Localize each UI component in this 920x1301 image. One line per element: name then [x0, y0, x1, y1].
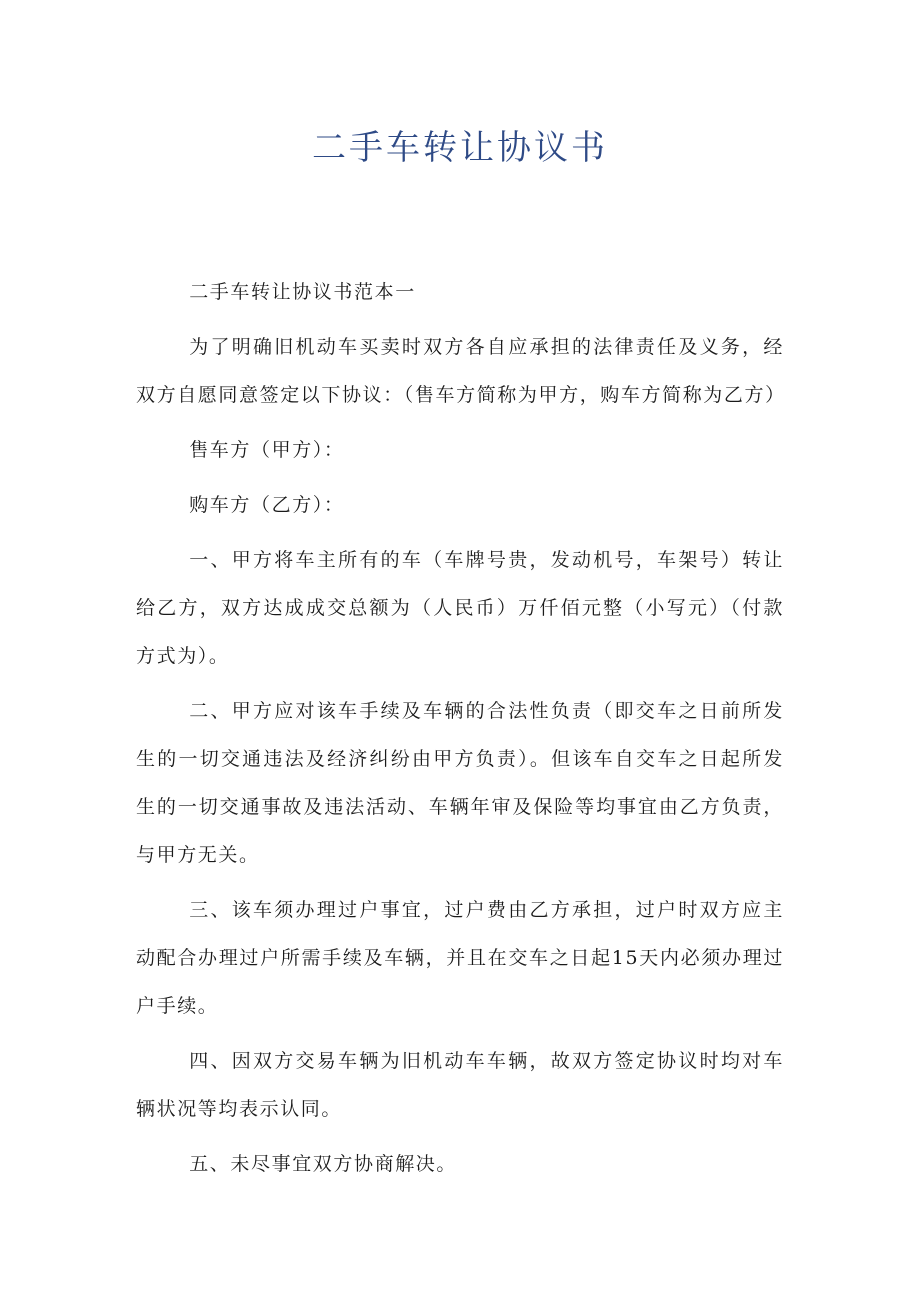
- paragraph-clause-1: 一、甲方将车主所有的车（车牌号贵，发动机号，车架号）转让给乙方，双方达成成交总额为（人民币）万仟佰元整（小写元）（付款方式为）。: [136, 549, 784, 667]
- paragraph-clause-5: 五、未尽事宜双方协商解决。: [189, 1153, 457, 1175]
- document-body: [136, 268, 784, 1195]
- paragraph-heading: 二手车转让协议书范本一: [189, 281, 416, 303]
- paragraph-clause-3: 三、该车须办理过户事宜，过户费由乙方承担，过户时双方应主动配合办理过户所需手续及车辆，并且在交车之日起15天内必须办理过户手续。: [136, 899, 784, 1017]
- paragraph-preamble: 为了明确旧机动车买卖时双方各自应承担的法律责任及义务，经双方自愿同意签定以下协议：（售车方简称为甲方，购车方简称为乙方）: [136, 336, 786, 406]
- paragraph-clause-2: 二、甲方应对该车手续及车辆的合法性负责（即交车之日前所发生的一切交通违法及经济纠纷由甲方负责）。但该车自交车之日起所发生的一切交通事故及违法活动、车辆年审及保险等均事宜由乙方负责，与甲方无关。: [136, 700, 784, 866]
- paragraph-clause-4: 四、因双方交易车辆为旧机动车车辆，故双方签定协议时均对车辆状况等均表示认同。: [136, 1050, 784, 1120]
- document-title: 二手车转让协议书: [312, 128, 608, 168]
- paragraph-seller: 售车方（甲方）：: [189, 439, 345, 461]
- paragraph-buyer: 购车方（乙方）：: [189, 494, 345, 516]
